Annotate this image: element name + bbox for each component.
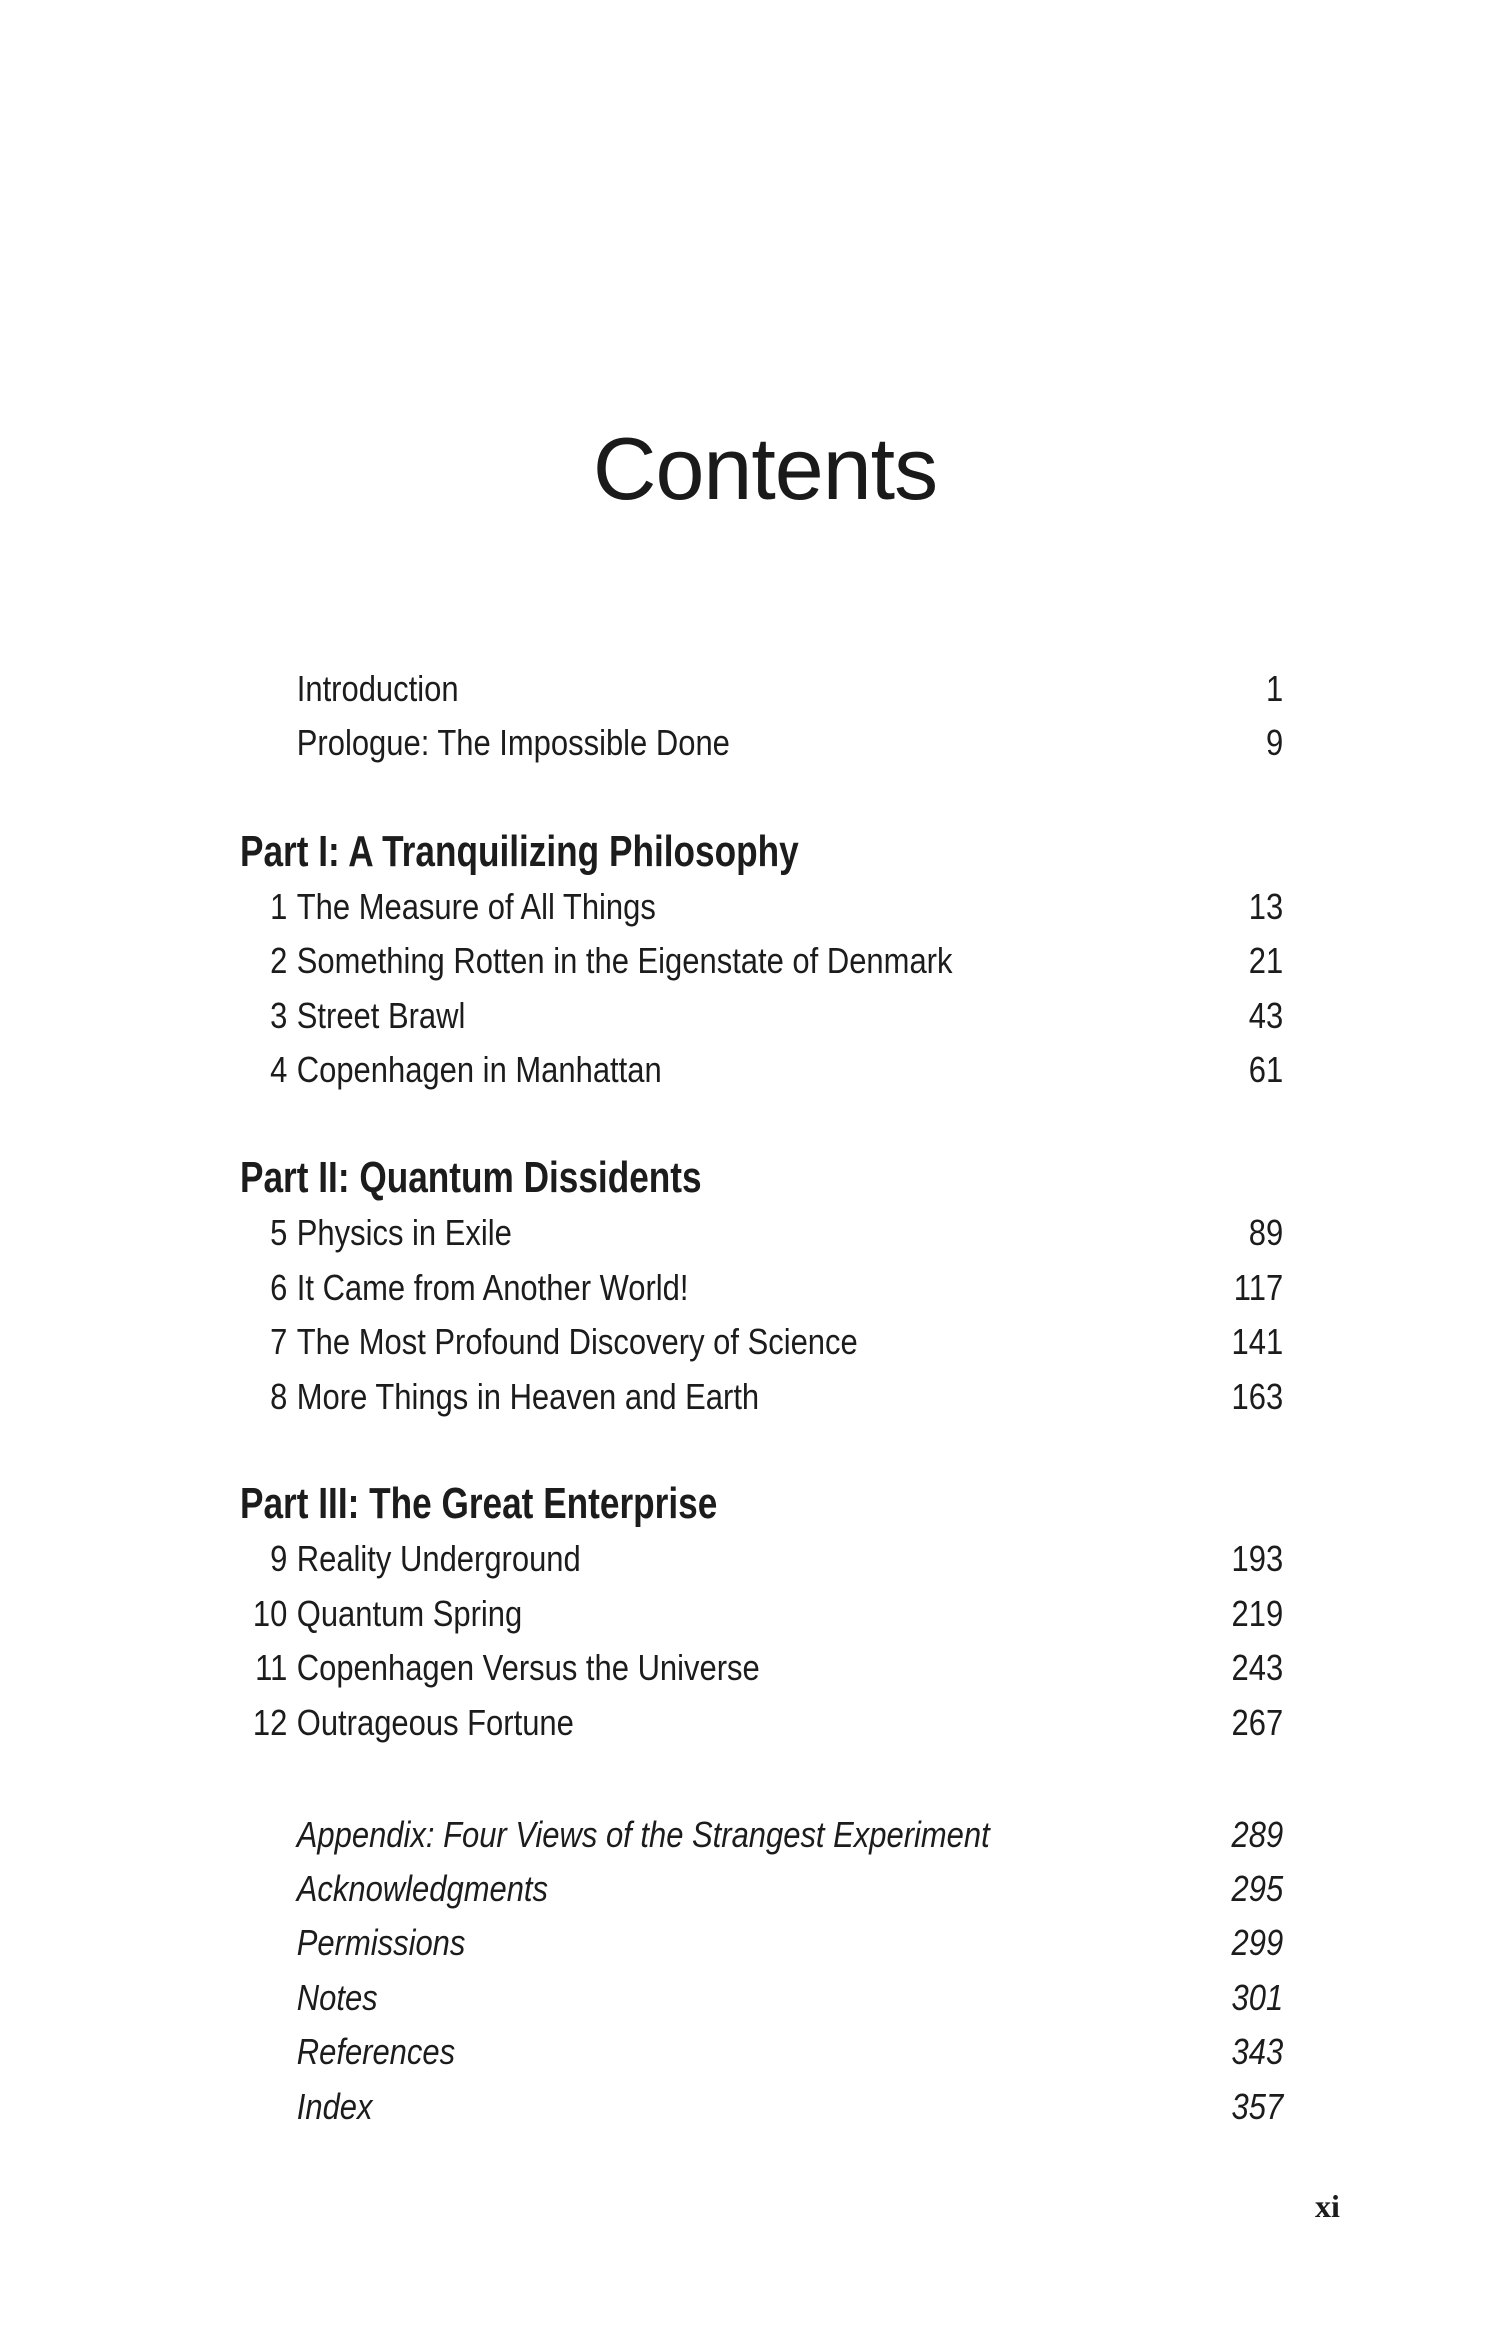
entry-title: Notes	[296, 1977, 378, 2018]
chapter-number: 6	[270, 1267, 288, 1308]
toc-entry-permissions	[240, 1918, 1284, 1968]
toc-entry-chapter	[240, 1208, 1284, 1258]
toc-entry-chapter	[240, 1698, 1284, 1748]
entry-title: Copenhagen in Manhattan	[296, 1049, 662, 1090]
entry-page-number: 267	[1231, 1702, 1284, 1743]
entry-page-number: 163	[1231, 1376, 1284, 1417]
entry-page-number: 219	[1231, 1593, 1284, 1634]
toc-entry-index	[240, 2082, 1284, 2132]
entry-page-number: 343	[1231, 2031, 1284, 2072]
entry-page-number: 289	[1231, 1814, 1284, 1855]
toc-entry-chapter	[240, 1643, 1284, 1693]
entry-title: Permissions	[296, 1922, 466, 1963]
entry-title: Index	[296, 2086, 373, 2127]
toc-entry-chapter	[240, 1317, 1284, 1367]
chapter-number: 4	[270, 1049, 288, 1090]
toc-entry-references	[240, 2027, 1284, 2077]
toc-entry-chapter	[240, 1263, 1284, 1313]
chapter-number: 7	[270, 1321, 288, 1362]
toc-entry-chapter	[240, 1589, 1284, 1639]
entry-page-number: 299	[1231, 1922, 1284, 1963]
entry-title: Quantum Spring	[296, 1593, 523, 1634]
entry-page-number: 117	[1233, 1267, 1284, 1308]
toc-entry-chapter	[240, 1534, 1284, 1584]
entry-title: More Things in Heaven and Earth	[296, 1376, 760, 1417]
entry-page-number: 1	[1265, 668, 1284, 709]
entry-page-number: 301	[1231, 1977, 1284, 2018]
entry-page-number: 141	[1231, 1321, 1284, 1362]
toc-entry-introduction	[240, 664, 1284, 714]
toc-entry-appendix	[240, 1810, 1284, 1860]
entry-page-number: 13	[1248, 886, 1284, 927]
chapter-number: 9	[270, 1538, 288, 1579]
part-heading: Part III: The Great Enterprise	[240, 1479, 718, 1528]
entry-title: References	[296, 2031, 456, 2072]
entry-page-number: 21	[1248, 940, 1284, 981]
entry-title: Appendix: Four Views of the Strangest Experiment	[296, 1814, 990, 1855]
chapter-number: 5	[270, 1212, 288, 1253]
chapter-number: 3	[270, 995, 288, 1036]
chapter-number: 1	[270, 886, 288, 927]
chapter-number: 8	[270, 1376, 288, 1417]
toc-entry-chapter	[240, 936, 1284, 986]
entry-page-number: 193	[1231, 1538, 1284, 1579]
part-heading: Part I: A Tranquilizing Philosophy	[240, 827, 799, 876]
entry-title: Prologue: The Impossible Done	[296, 722, 730, 763]
page-folio: xi	[1315, 2188, 1340, 2224]
toc-entry-prologue	[240, 718, 1284, 768]
toc-entry-notes	[240, 1973, 1284, 2023]
entry-page-number: 89	[1248, 1212, 1284, 1253]
toc-entry-chapter	[240, 991, 1284, 1041]
chapter-number: 10	[252, 1593, 288, 1634]
toc-entry-chapter	[240, 1372, 1284, 1422]
entry-title: Outrageous Fortune	[296, 1702, 574, 1743]
entry-title: Reality Underground	[296, 1538, 581, 1579]
entry-title: It Came from Another World!	[296, 1267, 689, 1308]
chapter-number: 12	[252, 1702, 288, 1743]
entry-page-number: 357	[1231, 2086, 1284, 2127]
entry-title: Acknowledgments	[296, 1868, 549, 1909]
entry-title: The Most Profound Discovery of Science	[296, 1321, 858, 1362]
entry-page-number: 243	[1231, 1647, 1284, 1688]
page-title: Contents	[592, 419, 938, 518]
entry-title: Introduction	[296, 668, 459, 709]
chapter-number: 11	[255, 1647, 288, 1688]
entry-title: Street Brawl	[296, 995, 466, 1036]
toc-entry-chapter	[240, 882, 1284, 932]
entry-page-number: 61	[1248, 1049, 1284, 1090]
entry-page-number: 295	[1231, 1868, 1284, 1909]
toc-entry-chapter	[240, 1045, 1284, 1095]
chapter-number: 2	[270, 940, 288, 981]
entry-title: The Measure of All Things	[296, 886, 656, 927]
entry-title: Copenhagen Versus the Universe	[296, 1647, 760, 1688]
part-heading: Part II: Quantum Dissidents	[240, 1153, 702, 1202]
entry-title: Physics in Exile	[296, 1212, 512, 1253]
entry-page-number: 43	[1248, 995, 1284, 1036]
toc-entry-acknowledgments	[240, 1864, 1284, 1914]
entry-title: Something Rotten in the Eigenstate of Denmark	[296, 940, 953, 981]
entry-page-number: 9	[1265, 722, 1284, 763]
